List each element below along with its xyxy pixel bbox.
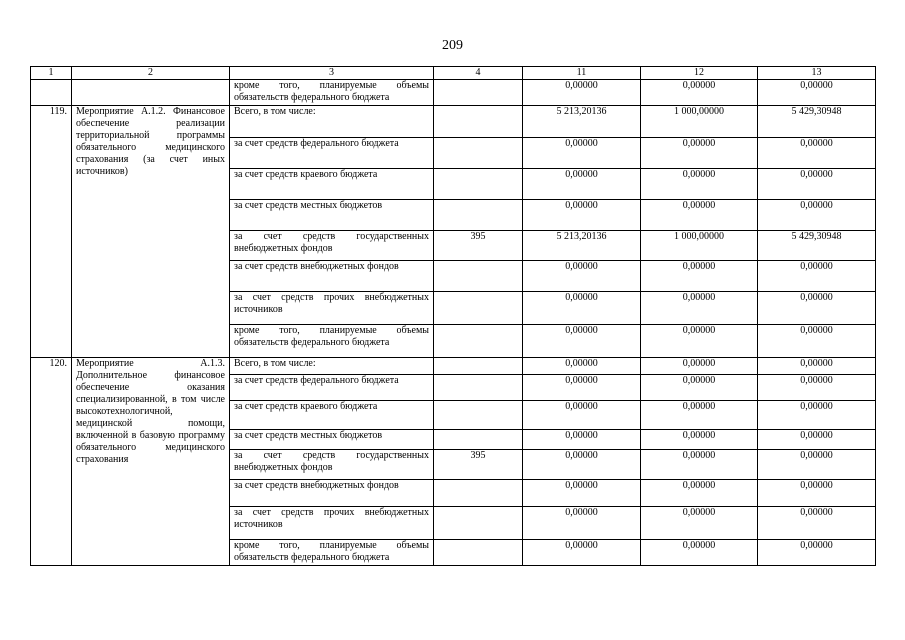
- column-header: 3: [230, 67, 434, 80]
- funding-source: за счет средств государственных внебюджетных фондов: [230, 450, 434, 480]
- value-col-13: 0,00000: [758, 450, 876, 480]
- value-col-11: 0,00000: [523, 540, 641, 566]
- value-col-12: 0,00000: [641, 480, 758, 507]
- funding-source: за счет средств краевого бюджета: [230, 401, 434, 430]
- value-col-12: 0,00000: [641, 507, 758, 540]
- page-number: 209: [442, 38, 463, 53]
- column-header: 2: [72, 67, 230, 80]
- value-col-13: 0,00000: [758, 430, 876, 450]
- value-col-13: 0,00000: [758, 375, 876, 401]
- value-col-12: 0,00000: [641, 261, 758, 292]
- value-col-13: 0,00000: [758, 261, 876, 292]
- column-header: 4: [434, 67, 523, 80]
- budget-table: [30, 66, 876, 566]
- funding-source: за счет средств внебюджетных фондов: [230, 261, 434, 292]
- value-col-13: 0,00000: [758, 292, 876, 325]
- value-col-12: 0,00000: [641, 138, 758, 169]
- funding-source: за счет средств прочих внебюджетных источников: [230, 507, 434, 540]
- column-header: 13: [758, 67, 876, 80]
- value-col-11: 0,00000: [523, 375, 641, 401]
- code-cell: [434, 261, 523, 292]
- code-cell: [434, 292, 523, 325]
- value-col-11: 0,00000: [523, 450, 641, 480]
- column-header: 12: [641, 67, 758, 80]
- value-col-12: 0,00000: [641, 292, 758, 325]
- value-col-11: 0,00000: [523, 261, 641, 292]
- activity-name: Мероприятие А.1.2. Финансовое обеспечение реализации территориальной программы обязательного медицинского страхования (за счет иных источников): [72, 106, 230, 358]
- value-col-12: 0,00000: [641, 401, 758, 430]
- value-col-11: 0,00000: [523, 292, 641, 325]
- value-col-11: 5 213,20136: [523, 231, 641, 261]
- code-cell: [434, 540, 523, 566]
- value-col-11: 0,00000: [523, 80, 641, 106]
- value-col-11: 0,00000: [523, 358, 641, 375]
- funding-source: за счет средств краевого бюджета: [230, 169, 434, 200]
- table-row: [31, 106, 876, 138]
- code-cell: [434, 358, 523, 375]
- value-col-13: 0,00000: [758, 138, 876, 169]
- funding-source: за счет средств федерального бюджета: [230, 375, 434, 401]
- funding-source: кроме того, планируемые объемы обязательств федерального бюджета: [230, 80, 434, 106]
- value-col-11: 0,00000: [523, 325, 641, 358]
- value-col-12: 0,00000: [641, 450, 758, 480]
- code-cell: [434, 169, 523, 200]
- value-col-11: 0,00000: [523, 200, 641, 231]
- code-cell: 395: [434, 231, 523, 261]
- table-row: [31, 358, 876, 375]
- funding-source: за счет средств федерального бюджета: [230, 138, 434, 169]
- funding-source: Всего, в том числе:: [230, 106, 434, 138]
- row-number: 120.: [31, 358, 72, 566]
- value-col-12: 0,00000: [641, 325, 758, 358]
- value-col-11: 0,00000: [523, 169, 641, 200]
- value-col-13: 0,00000: [758, 540, 876, 566]
- column-header: 11: [523, 67, 641, 80]
- value-col-11: 0,00000: [523, 401, 641, 430]
- code-cell: 395: [434, 450, 523, 480]
- value-col-12: 0,00000: [641, 200, 758, 231]
- funding-source: за счет средств государственных внебюджетных фондов: [230, 231, 434, 261]
- value-col-12: 0,00000: [641, 358, 758, 375]
- value-col-13: 0,00000: [758, 507, 876, 540]
- funding-source: за счет средств местных бюджетов: [230, 200, 434, 231]
- code-cell: [434, 200, 523, 231]
- value-col-12: 0,00000: [641, 430, 758, 450]
- value-col-11: 0,00000: [523, 507, 641, 540]
- value-col-11: 0,00000: [523, 138, 641, 169]
- value-col-13: 0,00000: [758, 325, 876, 358]
- value-col-12: 1 000,00000: [641, 231, 758, 261]
- code-cell: [434, 325, 523, 358]
- activity-name: Мероприятие А.1.3. Дополнительное финансовое обеспечение оказания специализированной, в том числе высокотехнологичной, медицинской помощи, включенной в базовую программу обязательного медицинского страхования: [72, 358, 230, 566]
- funding-source: кроме того, планируемые объемы обязательств федерального бюджета: [230, 325, 434, 358]
- code-cell: [434, 80, 523, 106]
- value-col-11: 5 213,20136: [523, 106, 641, 138]
- value-col-13: 0,00000: [758, 480, 876, 507]
- value-col-12: 0,00000: [641, 540, 758, 566]
- code-cell: [434, 507, 523, 540]
- funding-source: за счет средств внебюджетных фондов: [230, 480, 434, 507]
- column-header-row: [31, 67, 876, 80]
- code-cell: [434, 138, 523, 169]
- code-cell: [434, 430, 523, 450]
- funding-source: за счет средств прочих внебюджетных источников: [230, 292, 434, 325]
- column-header: 1: [31, 67, 72, 80]
- value-col-12: 1 000,00000: [641, 106, 758, 138]
- code-cell: [434, 106, 523, 138]
- value-col-12: 0,00000: [641, 80, 758, 106]
- row-number: 119.: [31, 106, 72, 358]
- value-col-12: 0,00000: [641, 375, 758, 401]
- carry-over-row: [31, 80, 876, 106]
- funding-source: Всего, в том числе:: [230, 358, 434, 375]
- funding-source: за счет средств местных бюджетов: [230, 430, 434, 450]
- value-col-11: 0,00000: [523, 480, 641, 507]
- row-number: [31, 80, 72, 106]
- funding-source: кроме того, планируемые объемы обязательств федерального бюджета: [230, 540, 434, 566]
- value-col-13: 5 429,30948: [758, 231, 876, 261]
- value-col-13: 5 429,30948: [758, 106, 876, 138]
- value-col-11: 0,00000: [523, 430, 641, 450]
- code-cell: [434, 401, 523, 430]
- value-col-12: 0,00000: [641, 169, 758, 200]
- value-col-13: 0,00000: [758, 169, 876, 200]
- value-col-13: 0,00000: [758, 401, 876, 430]
- activity-name: [72, 80, 230, 106]
- code-cell: [434, 480, 523, 507]
- code-cell: [434, 375, 523, 401]
- value-col-13: 0,00000: [758, 80, 876, 106]
- value-col-13: 0,00000: [758, 358, 876, 375]
- value-col-13: 0,00000: [758, 200, 876, 231]
